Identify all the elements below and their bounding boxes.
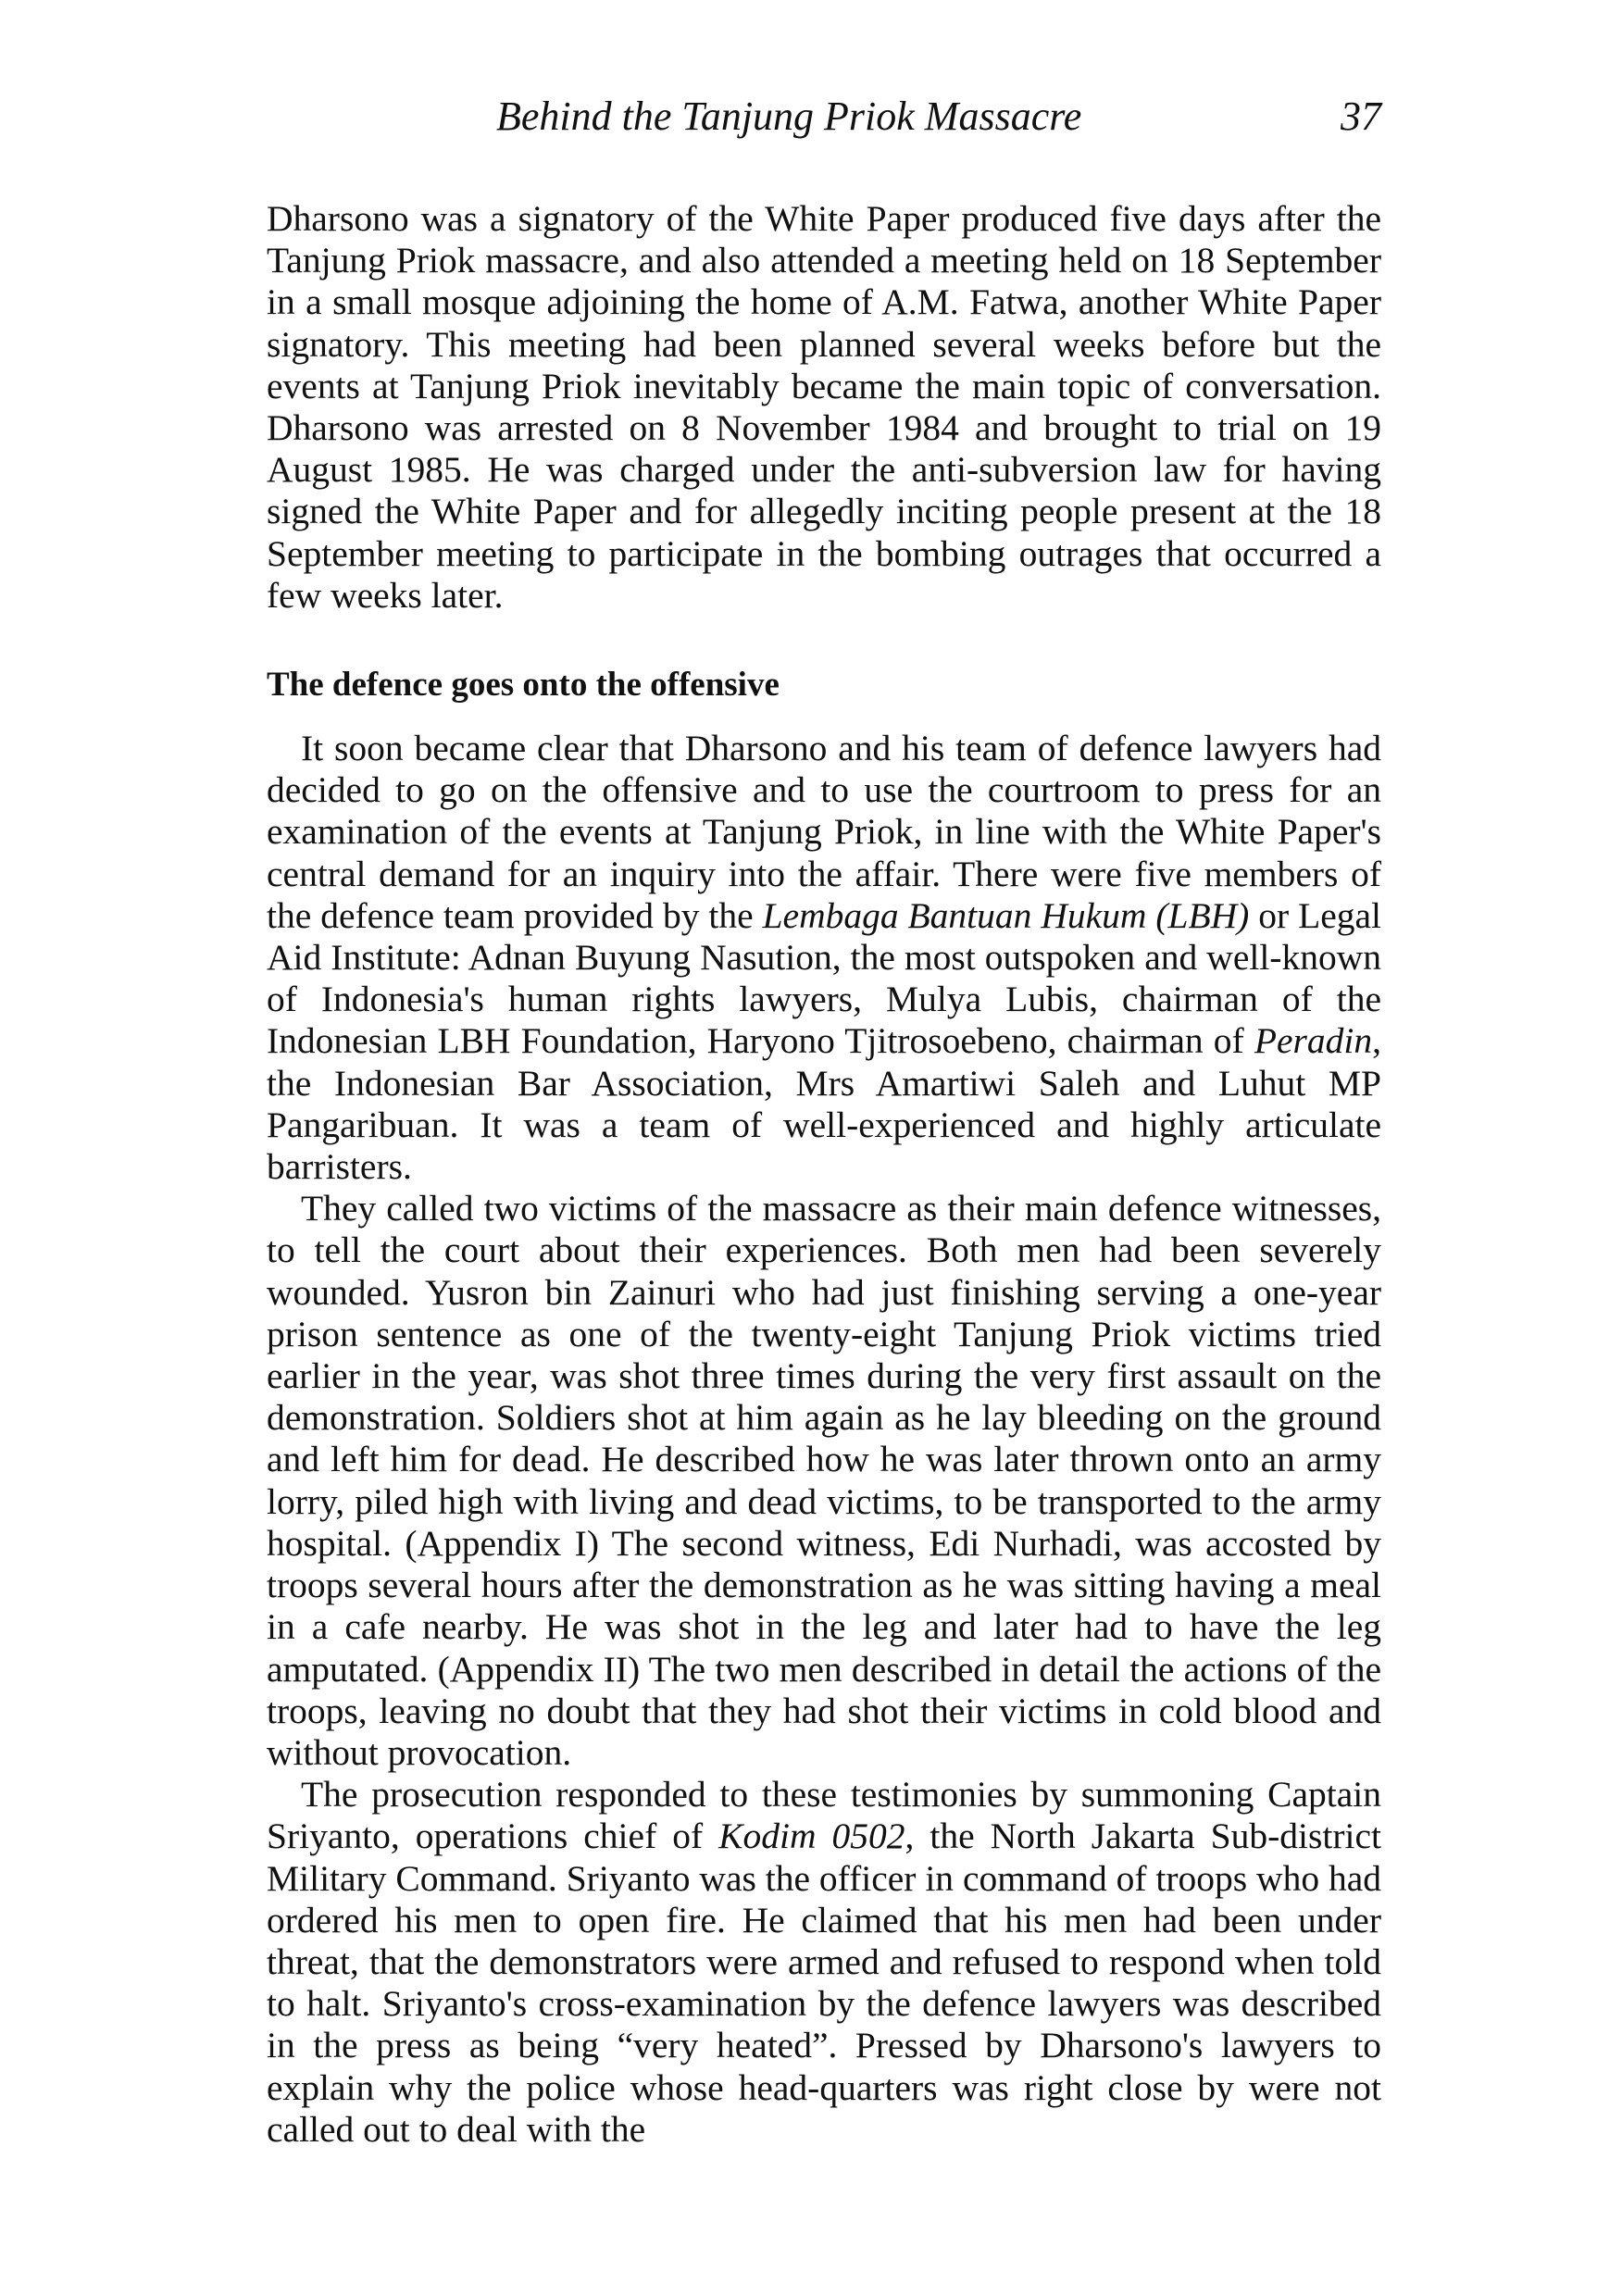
book-page	[267, 89, 1381, 2151]
section-heading: The defence goes onto the offensive	[267, 666, 780, 705]
paragraph-dharsono-signatory: Dharsono was a signatory of the White Paper produced five days after the Tanjung Priok massacre, and also attended a meeting held on 18 September in a small mosque adjoining the home of A.M. Fatwa, another White Paper signatory. This meeting had been planned several weeks before but the events at Tanjung Priok inevitably became the main topic of conversation. Dharsono was arrested on 8 November 1984 and brought to trial on 19 August 1985. He was charged under the anti-subversion law for having signed the White Paper and for allegedly inciting people present at the 18 September meeting to participate in the bombing outrages that occurred a few weeks later.	[267, 198, 1381, 616]
page-number: 37	[1341, 94, 1381, 139]
paragraph-defence-team	[267, 728, 1381, 1188]
paragraph-text: or Legal Aid Institute: Adnan Buyung Nasution, the most outspoken and well-known of Indonesia's human rights lawyers, Mulya Lubis, chairman of the Indonesian LBH Foundation, Haryono Tjitrosoebeno, chairman of	[267, 894, 1381, 1062]
running-header	[267, 89, 1381, 144]
running-title: Behind the Tanjung Priok Massacre	[496, 94, 1082, 139]
paragraph-text: , the Indonesian Bar Association, Mrs Amartiwi Saleh and Luhut MP Pangaribuan. It was a team of well-experienced and highly articulate barristers.	[267, 1020, 1381, 1188]
italic-term-lbh: Lembaga Bantuan Hukum (LBH)	[762, 894, 1250, 936]
paragraph-victim-witnesses: They called two victims of the massacre as their main defence witnesses, to tell the court about their experiences. Both men had been severely wounded. Yusron bin Zainuri who had just finishing serving a one-year prison sentence as one of the twenty-eight Tanjung Priok victims tried earlier in the year, was shot three times during the very first assault on the demonstration. Soldiers shot at him again as he lay bleeding on the ground and left him for dead. He described how he was later thrown onto an army lorry, piled high with living and dead victims, to be transported to the army hospital. (Appendix I) The second witness, Edi Nurhadi, was accosted by troops several hours after the demonstration as he was sitting having a meal in a cafe nearby. He was shot in the leg and later had to have the leg amputated. (Appendix II) The two men described in detail the actions of the troops, leaving no doubt that they had shot their victims in cold blood and without provocation.	[267, 1188, 1381, 1773]
italic-term-kodim: Kodim 0502	[718, 1816, 905, 1857]
paragraph-prosecution	[267, 1774, 1381, 2151]
paragraph-text: The prosecution responded to these testimonies by summoning Captain Sriyanto, operations chief of	[267, 1774, 1381, 1857]
italic-term-peradin: Peradin	[1254, 1020, 1373, 1062]
body-text	[267, 198, 1381, 2151]
paragraph-text: , the North Jakarta Sub-district Military Command. Sriyanto was the officer in command of troops who had ordered his men to open fire. He claimed that his men had been under threat, that the demonstrators were armed and refused to respond when told to halt. Sriyanto's cross-examination by the defence lawyers was described in the press as being “very heated”. Pressed by Dharsono's lawyers to explain why the police whose head-quarters was right close by were not called out to deal with the	[267, 1816, 1381, 2150]
paragraph-text: It soon became clear that Dharsono and his team of defence lawyers had decided to go on the offensive and to use the courtroom to press for an examination of the events at Tanjung Priok, in line with the White Paper's central demand for an inquiry into the affair. There were five members of the defence team provided by the	[267, 728, 1381, 936]
